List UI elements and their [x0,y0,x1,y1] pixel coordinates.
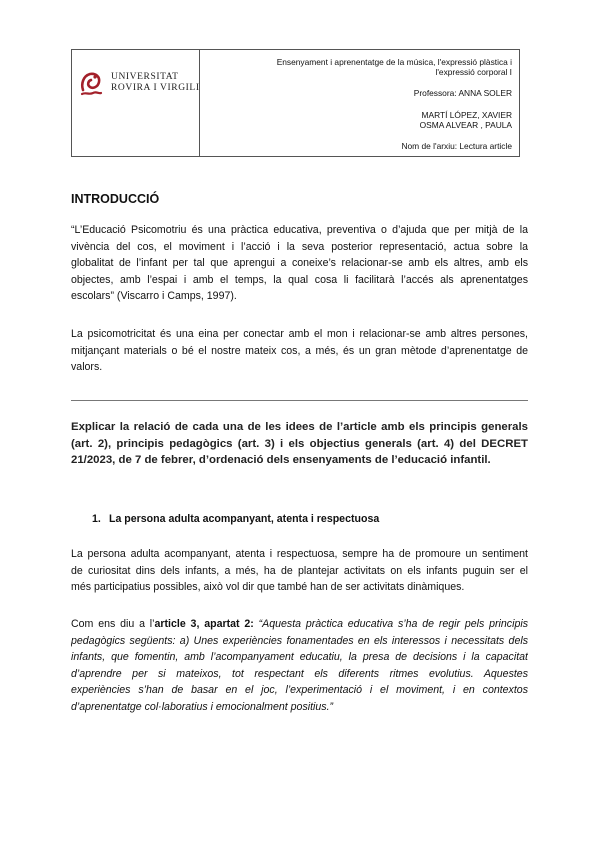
course-title-line-1: Ensenyament i aprenentatge de la música, l'expressió plàstica i [276,57,512,67]
logo-cell [72,50,200,156]
citation-quote-text: d’aprenentatge col·laboratius i emocionalment positius.” [71,700,334,713]
intro-quote-line: globalitat de l’infant per tal que aprengui a coneixe’s relacionar-se amb els altres, amb els [71,257,528,269]
logo-line-1: UNIVERSITAT [111,72,179,82]
citation-line [71,633,528,650]
intro-para2-line: valors. [71,361,103,373]
intro-quote-paragraph [71,222,528,305]
section-1-paragraph [71,546,528,596]
intro-para2-line: mitjançant materials o bé el nostre mateix cos, a més, és un gran mètode d’aprenentatge de [71,344,528,357]
course-title-line-2: l'expressió corporal I [435,67,512,77]
header-info-cell [200,50,519,156]
university-logo-icon [79,70,103,98]
document-header [71,49,520,157]
intro-quote-line: vivència del cos, el moviment i l’acció i la seva posterior representació, actua sobre la [71,240,528,253]
citation-intro: Com ens diu a l’ [71,618,155,630]
author-2: OSMA ALVEAR , PAULA [419,120,512,130]
intro-paragraph-2 [71,326,528,376]
assignment-question [71,419,528,469]
intro-quote-line: escolars” (Viscarro i Camps, 1997). [71,290,237,302]
university-logo-text [111,72,200,94]
citation-quote-text: infants, que fomentin, amb l’acompanyament educatiu, la presa de decisions i la capacitat [71,651,528,663]
citation-line-1 [71,616,528,633]
intro-quote-line: “L’Educació Psicomotriu és una pràctica educativa, preventiva o d’ajuda que per mitjà de la [71,224,528,236]
section-1-heading [92,513,379,525]
citation-line [71,699,528,716]
professor-name: Professora: ANNA SOLER [413,88,512,98]
section1-line: de curiositat dins dels infants, a més, ha de plantejar activitats on els infants puguin ser el [71,564,528,577]
section1-line: La persona adulta acompanyant, atenta i respectuosa, sempre ha de promoure un sentiment [71,548,528,560]
intro-quote-line: objectes, amb l’espai i amb el temps, la qual cosa li facilitarà l’accés als aprenentatges [71,273,528,286]
section-number: 1. [92,513,101,525]
section1-line: més participatius possibles, això vol dir que també han de ser activitats dinàmiques. [71,581,465,593]
citation-quote-text: d’aprendre per si mateixos, tot respectant els diferents ritmes evolutius. Aquestes [71,667,528,680]
question-line: (art. 2), principis pedagògics (art. 3) i els objectius generals (art. 4) del DECRET [71,437,528,450]
intro-para2-line: La psicomotricitat és una eina per conectar amb el mon i relacionar-se amb altres persones, [71,328,528,340]
citation-quote-start: “Aquesta pràctica educativa s’ha de regir pels principis [258,618,528,630]
citation-line [71,649,528,666]
author-1: MARTÍ LÓPEZ, XAVIER [421,110,512,120]
citation-reference: article 3, apartat 2 [154,618,251,630]
logo-line-2: ROVIRA I VIRGILI [111,83,200,93]
section-title: La persona adulta acompanyant, atenta i respectuosa [109,513,380,525]
citation-line [71,682,528,699]
intro-title: INTRODUCCIÓ [71,192,160,206]
citation-quote-text: pedagògics següents: a) Unes experiències fonamentades en els interessos i necessitats dels [71,634,528,647]
question-line: Explicar la relació de cada una de les idees de l’article amb els principis generals [71,421,528,433]
question-line: 21/2023, de 7 de febrer, d’ordenació dels ensenyaments de l’educació infantil. [71,454,491,466]
citation-colon: : [250,618,259,630]
file-name: Nom de l'arxiu: Lectura article [401,141,512,151]
citation-paragraph [71,616,528,715]
citation-line [71,666,528,683]
horizontal-divider [71,400,528,401]
citation-quote-text: experiències s’han de basar en el joc, l’experimentació i el moviment, i en contextos [71,684,528,696]
